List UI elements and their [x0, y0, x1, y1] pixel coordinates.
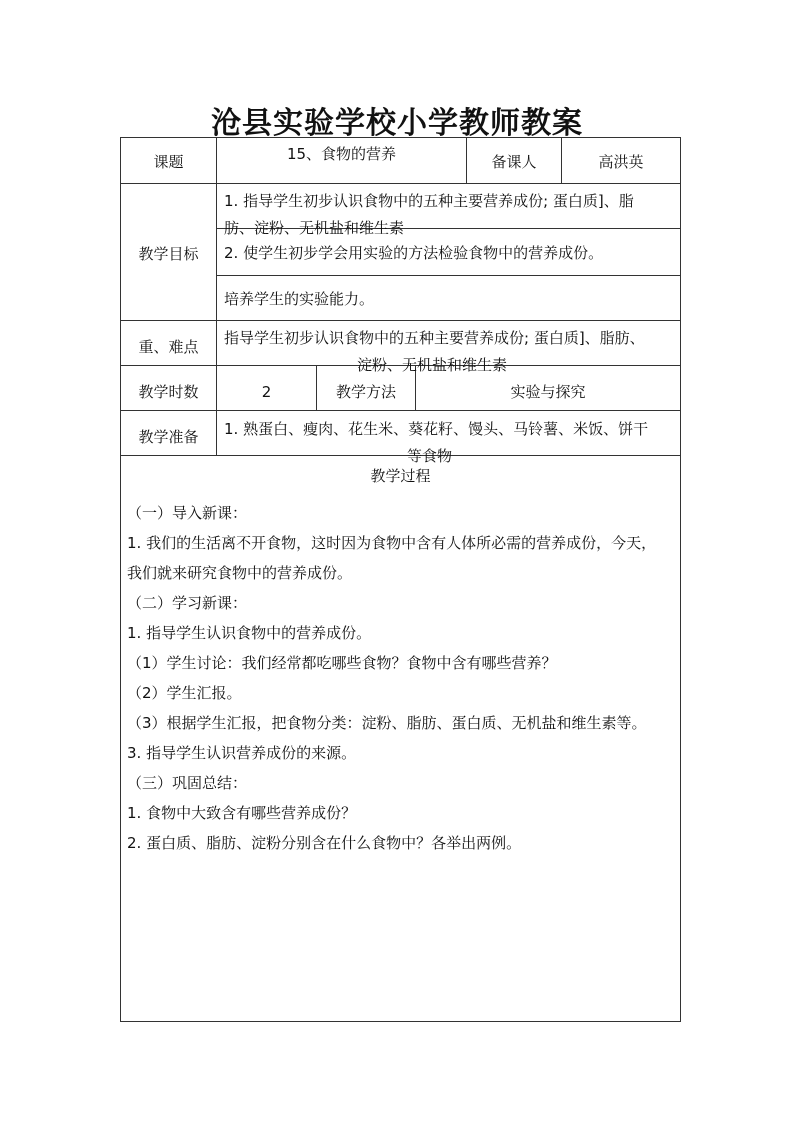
key-points-line-2: 淀粉、无机盐和维生素 — [357, 356, 508, 374]
topic-value: 15、食物的营养 — [286, 145, 397, 163]
process-line: 我们就来研究食物中的营养成份。 — [127, 564, 353, 582]
preparer-label: 备课人 — [491, 153, 537, 171]
process-line: 1. 食物中大致含有哪些营养成份？ — [127, 804, 357, 822]
objectives-label: 教学目标 — [138, 245, 199, 263]
preparer-value: 高洪英 — [598, 153, 644, 171]
process-line: （1）学生讨论：我们经常都吃哪些食物？食物中含有哪些营养？ — [127, 654, 557, 672]
objective-1-line-2: 肪、淀粉、无机盐和维生素 — [224, 219, 405, 237]
method-label: 教学方法 — [335, 383, 396, 401]
process-line: 2. 蛋白质、脂肪、淀粉分别含在什么食物中？各举出两例。 — [127, 834, 522, 852]
method-value: 实验与探究 — [510, 383, 586, 401]
row-divider — [216, 275, 680, 276]
hours-label: 教学时数 — [138, 383, 199, 401]
key-points-line-1: 指导学生初步认识食物中的五种主要营养成份; 蛋白质]、脂肪、 — [224, 329, 645, 347]
process-line: 1. 指导学生认识食物中的营养成份。 — [127, 624, 372, 642]
process-line: 3. 指导学生认识营养成份的来源。 — [127, 744, 357, 762]
process-line: （3）根据学生汇报，把食物分类：淀粉、脂肪、蛋白质、无机盐和维生素等。 — [127, 714, 647, 732]
objective-3: 培养学生的实验能力。 — [224, 290, 375, 308]
preparation-line-2: 等食物 — [407, 447, 453, 465]
process-line: （三）巩固总结： — [127, 774, 248, 792]
process-line: （2）学生汇报。 — [127, 684, 242, 702]
preparation-value — [217, 411, 680, 465]
page-title: 沧县实验学校小学教师教案 — [211, 106, 583, 141]
process-line: （二）学习新课： — [127, 594, 248, 612]
preparation-label: 教学准备 — [138, 428, 199, 446]
lesson-plan-table — [120, 137, 681, 1022]
hours-value: 2 — [261, 383, 272, 401]
objective-1 — [217, 184, 680, 237]
objective-2: 2. 使学生初步学会用实验的方法检验食物中的营养成份。 — [224, 244, 604, 262]
row-divider — [121, 455, 680, 456]
process-heading: 教学过程 — [370, 467, 431, 485]
preparation-line-1: 1. 熟蛋白、瘦肉、花生米、葵花籽、馒头、马铃薯、米饭、饼干 — [224, 420, 649, 438]
key-points-value — [217, 321, 680, 374]
key-points-label: 重、难点 — [138, 338, 199, 356]
topic-label: 课题 — [153, 153, 184, 171]
process-body — [127, 498, 679, 858]
process-line: 1. 我们的生活离不开食物，这时因为食物中含有人体所必需的营养成份，今天， — [127, 534, 657, 552]
objective-1-line-1: 1. 指导学生初步认识食物中的五种主要营养成份; 蛋白质]、脂 — [224, 192, 634, 210]
process-line: （一）导入新课： — [127, 504, 248, 522]
